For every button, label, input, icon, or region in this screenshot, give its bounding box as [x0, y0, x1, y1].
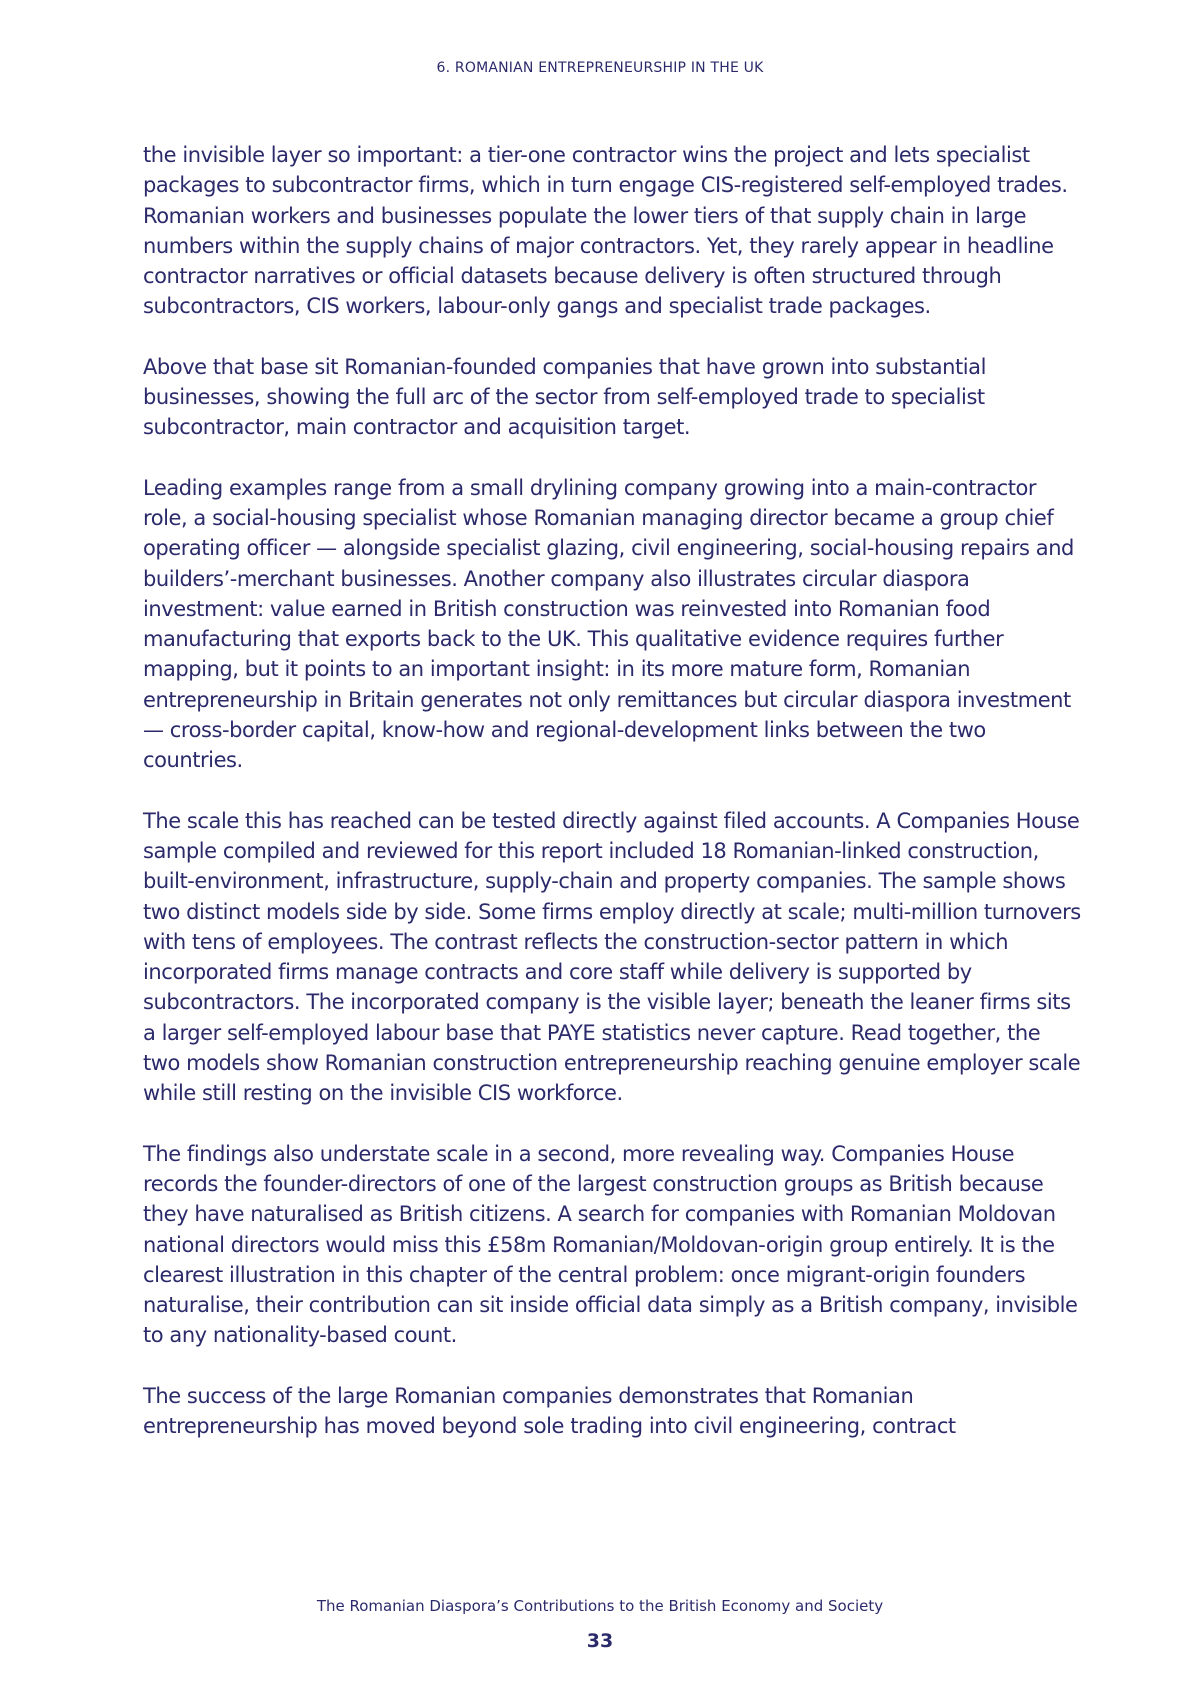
paragraph-4: The scale this has reached can be tested directly against filed accounts. A Companies House sample compiled and reviewed for this report included 18 Romanian-linked construction, built-environment, infrastructure, supply-chain and property companies. The sample shows two distinct models side by side. Some firms employ directly at scale; multi-million turnovers with tens of employees. The contrast reflects the construction-sector pattern in which incorporated firms manage contracts and core staff while delivery is supported by subcontractors. The incorporated company is the visible layer; beneath the leaner firms sits a larger self-employed labour base that PAYE statistics never capture. Read together, the two models show Romanian construction entrepreneurship reaching genuine employer scale while still resting on the invisible CIS workforce.	[143, 808, 1081, 1106]
body-text	[143, 140, 1083, 1471]
page-number: 33	[586, 1630, 614, 1652]
paragraph-3: Leading examples range from a small drylining company growing into a main-contractor role, a social-housing specialist whose Romanian managing director became a group chief operating officer — alongside specialist glazing, civil engineering, social-housing repairs and builders’-merchant businesses. Another company also illustrates circular diaspora investment: value earned in British construction was reinvested into Romanian food manufacturing that exports back to the UK. This qualitative evidence requires further mapping, but it points to an important insight: in its more mature form, Romanian entrepreneurship in Britain generates not only remittances but circular diaspora investment — cross-border capital, know-how and regional-development links between the two countries.	[143, 475, 1074, 773]
paragraph-1: the invisible layer so important: a tier-one contractor wins the project and lets specialist packages to subcontractor firms, which in turn engage CIS-registered self-employed trades. Romanian workers and businesses populate the lower tiers of that supply chain in large numbers within the supply chains of major contractors. Yet, they rarely appear in headline contractor narratives or official datasets because delivery is often structured through subcontractors, CIS workers, labour-only gangs and specialist trade packages.	[143, 143, 1068, 319]
paragraph-2: Above that base sit Romanian-founded companies that have grown into substantial businesses, showing the full arc of the sector from self-employed trade to specialist subcontractor, main contractor and acquisition target.	[143, 354, 986, 440]
paragraph-5: The findings also understate scale in a second, more revealing way. Companies House records the founder-directors of one of the largest construction groups as British because they have naturalised as British citizens. A search for companies with Romanian Moldovan national directors would miss this £58m Romanian/Moldovan-origin group entirely. It is the clearest illustration in this chapter of the central problem: once migrant-origin founders naturalise, their contribution can sit inside official data simply as a British company, invisible to any nationality-based count.	[143, 1141, 1078, 1348]
running-header: 6. ROMANIAN ENTREPRENEURSHIP IN THE UK	[436, 60, 764, 76]
footer-publication-title: The Romanian Diaspora’s Contributions to the British Economy and Society	[316, 1597, 884, 1615]
paragraph-6: The success of the large Romanian companies demonstrates that Romanian entrepreneurship has moved beyond sole trading into civil engineering, contract	[143, 1383, 956, 1438]
